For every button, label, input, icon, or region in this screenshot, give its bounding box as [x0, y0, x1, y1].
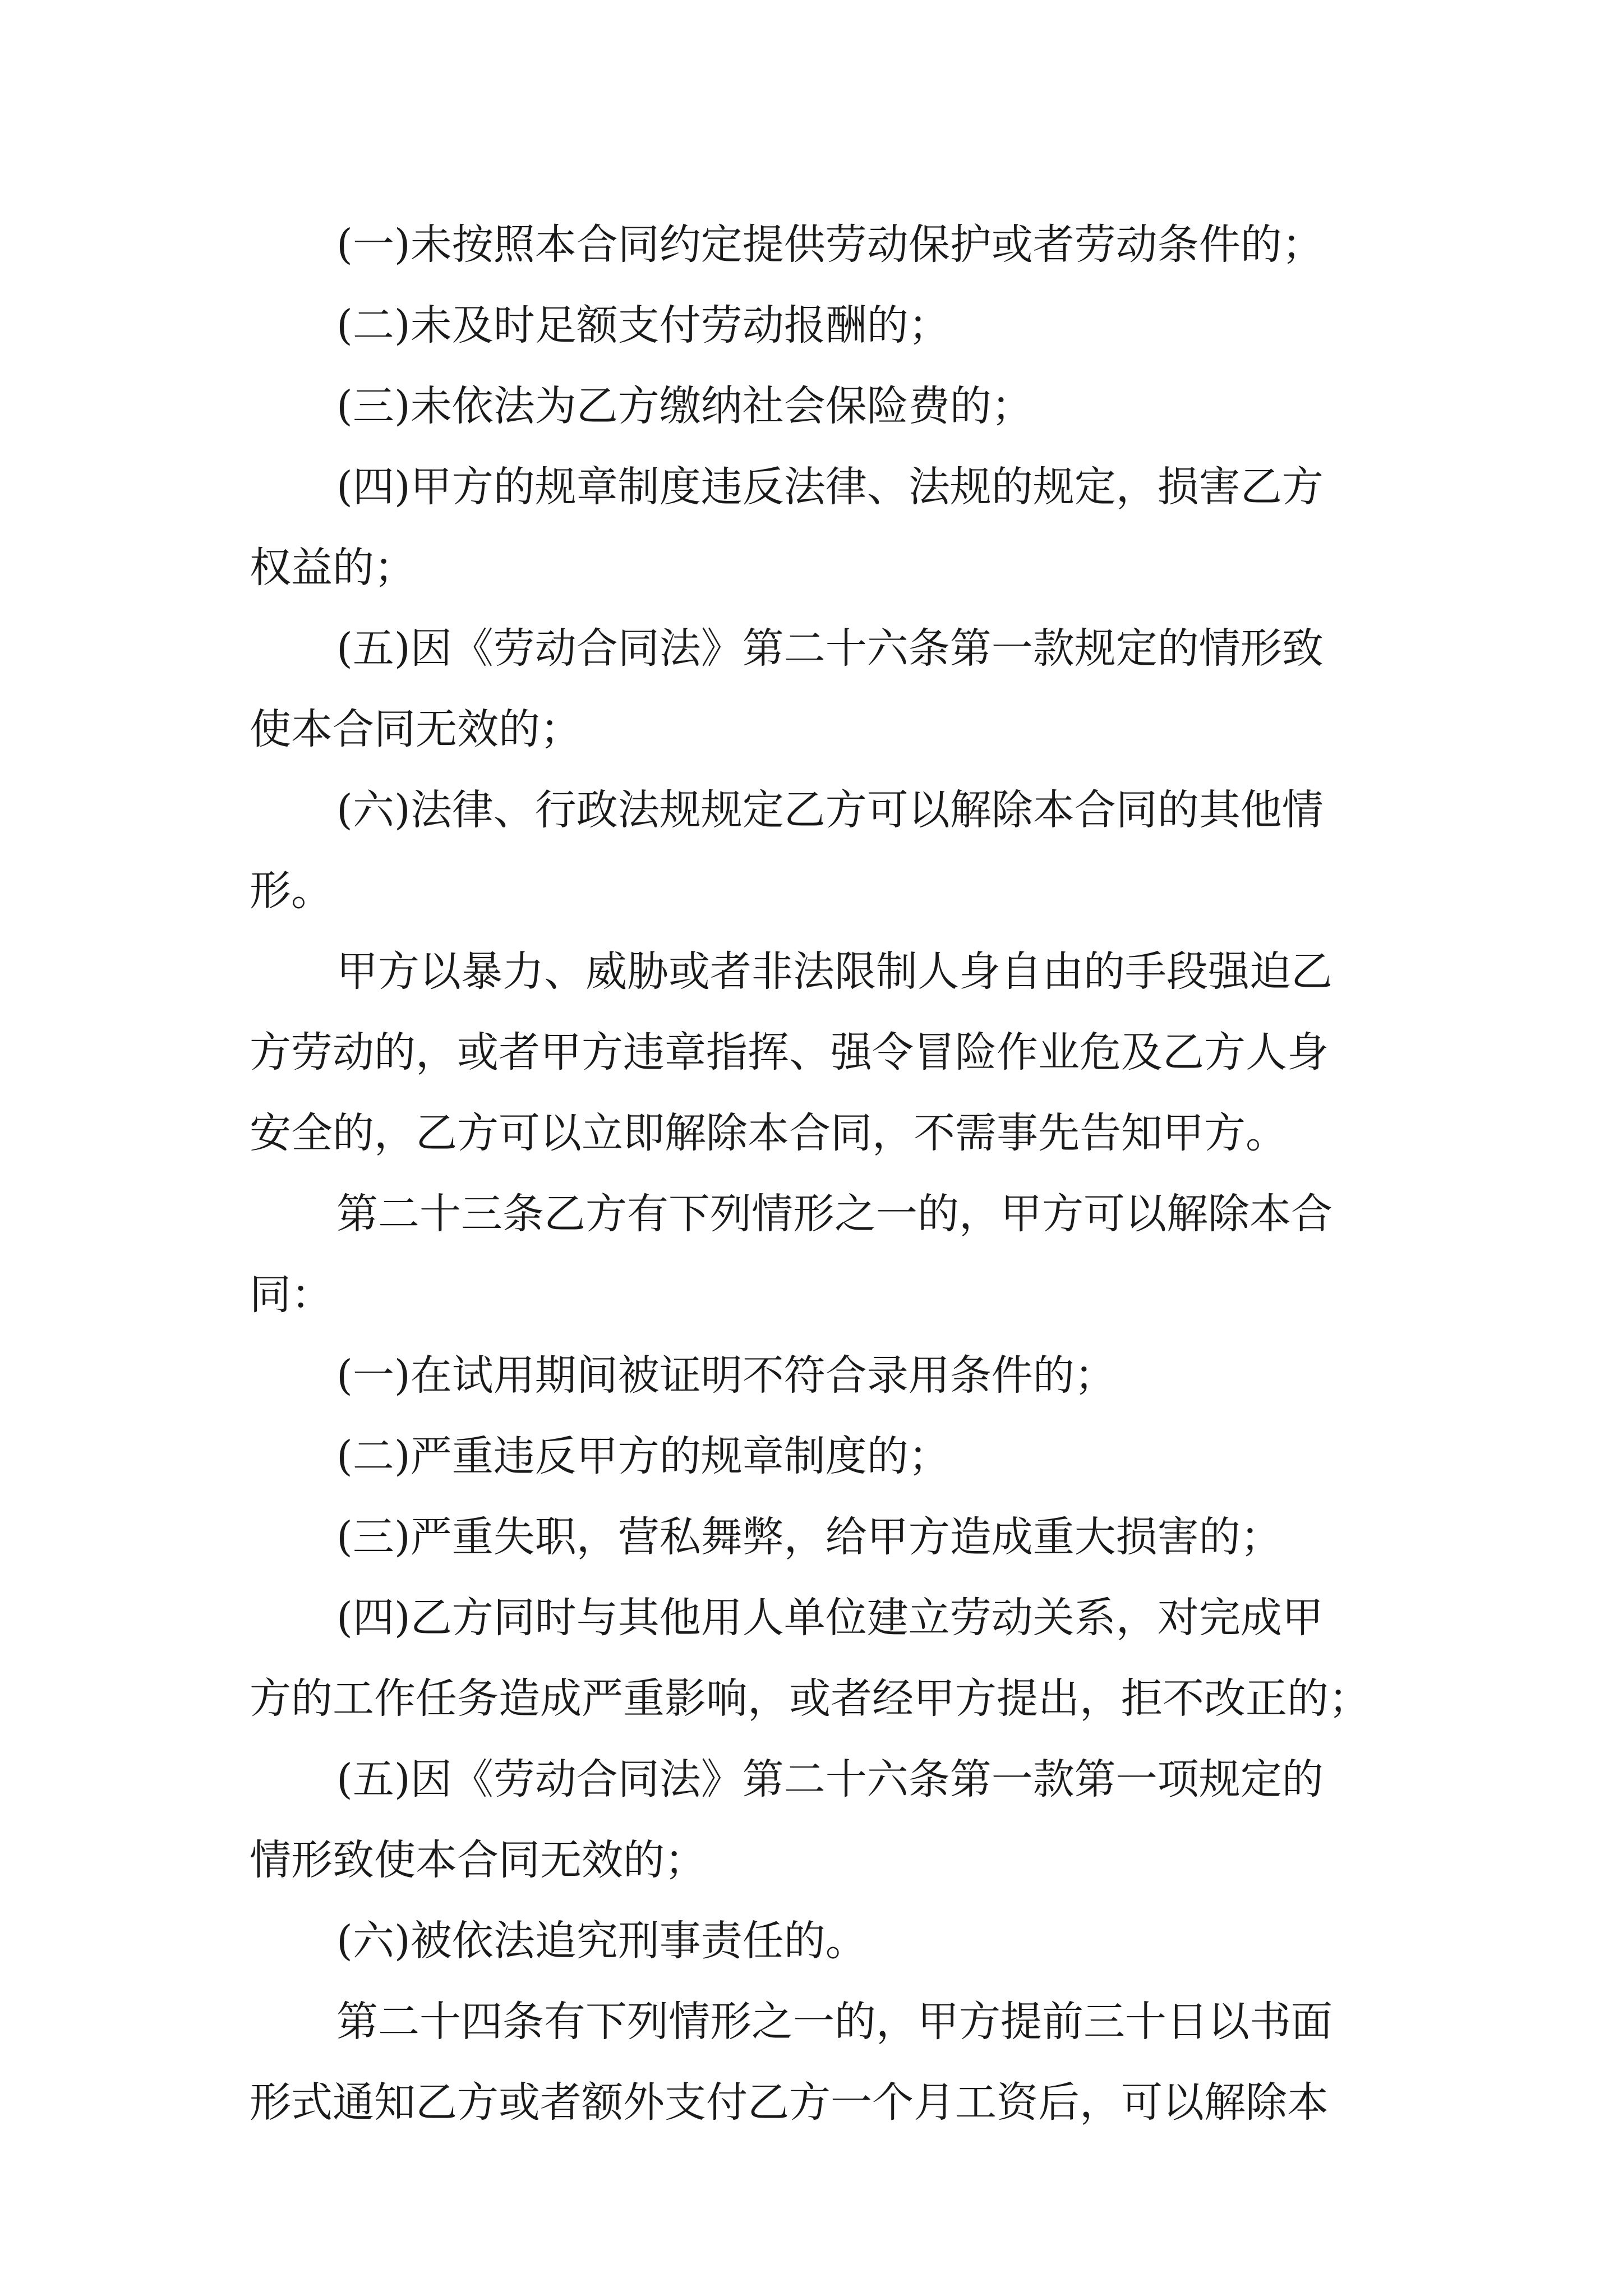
line-text: (六)法律、行政法规规定乙方可以解除本合同的其他情: [336, 786, 1324, 834]
text-line: [0, 782, 1324, 838]
text-line: [0, 1913, 867, 1969]
line-text: 形式通知乙方或者额外支付乙方一个月工资后，可以解除本: [250, 2078, 1329, 2127]
line-text: (二)未及时足额支付劳动报酬的；: [336, 301, 950, 349]
text-line: [0, 1994, 1332, 2050]
line-text: (二)严重违反甲方的规章制度的；: [336, 1432, 950, 1480]
line-text: (六)被依法追究刑事责任的。: [336, 1917, 867, 1965]
text-line: [0, 1267, 333, 1323]
text-line: [0, 1186, 1332, 1242]
line-text: 权益的；: [250, 544, 416, 592]
text-line: [0, 217, 1324, 273]
line-text: (一)在试用期间被证明不符合录用条件的；: [336, 1351, 1116, 1400]
text-line: [0, 1428, 950, 1484]
line-text: 使本合同无效的；: [250, 705, 582, 753]
text-line: [0, 701, 582, 757]
line-text: 形。: [250, 867, 333, 915]
line-text: (五)因《劳动合同法》第二十六条第一款规定的情形致: [336, 624, 1324, 673]
text-line: [0, 1590, 1324, 1646]
line-text: (四)甲方的规章制度违反法律、法规的规定，损害乙方: [336, 463, 1324, 511]
line-text: (一)未按照本合同约定提供劳动保护或者劳动条件的；: [336, 220, 1324, 269]
line-text: 安全的，乙方可以立即解除本合同，不需事先告知甲方。: [250, 1109, 1287, 1157]
line-text: 方的工作任务造成严重影响，或者经甲方提出，拒不改正的；: [250, 1674, 1370, 1723]
text-line: [0, 1105, 1287, 1161]
line-text: (四)乙方同时与其他用人单位建立劳动关系，对完成甲: [336, 1594, 1324, 1642]
line-text: (五)因《劳动合同法》第二十六条第一款第一项规定的: [336, 1755, 1324, 1803]
text-line: [0, 540, 416, 596]
text-line: [0, 2074, 1329, 2131]
text-line: [0, 297, 950, 353]
text-line: [0, 1347, 1116, 1404]
line-text: 甲方以暴力、威胁或者非法限制人身自由的手段强迫乙: [336, 947, 1332, 996]
text-line: [0, 1509, 1282, 1565]
line-text: 第二十三条乙方有下列情形之一的，甲方可以解除本合: [336, 1190, 1332, 1238]
text-line: [0, 1832, 706, 1888]
text-line: [0, 863, 333, 919]
line-text: (三)严重失职，营私舞弊，给甲方造成重大损害的；: [336, 1513, 1282, 1561]
text-line: [0, 1024, 1329, 1080]
text-line: [0, 1751, 1324, 1807]
text-line: [0, 378, 1033, 434]
text-line: [0, 459, 1324, 515]
line-text: 方劳动的，或者甲方违章指挥、强令冒险作业危及乙方人身: [250, 1028, 1329, 1076]
line-text: (三)未依法为乙方缴纳社会保险费的；: [336, 382, 1033, 430]
line-text: 第二十四条有下列情形之一的，甲方提前三十日以书面: [336, 1998, 1332, 2046]
text-line: [0, 944, 1332, 1000]
line-text: 同：: [250, 1271, 333, 1319]
text-line: [0, 620, 1324, 677]
text-line: [0, 1671, 1370, 1727]
line-text: 情形致使本合同无效的；: [250, 1836, 706, 1884]
